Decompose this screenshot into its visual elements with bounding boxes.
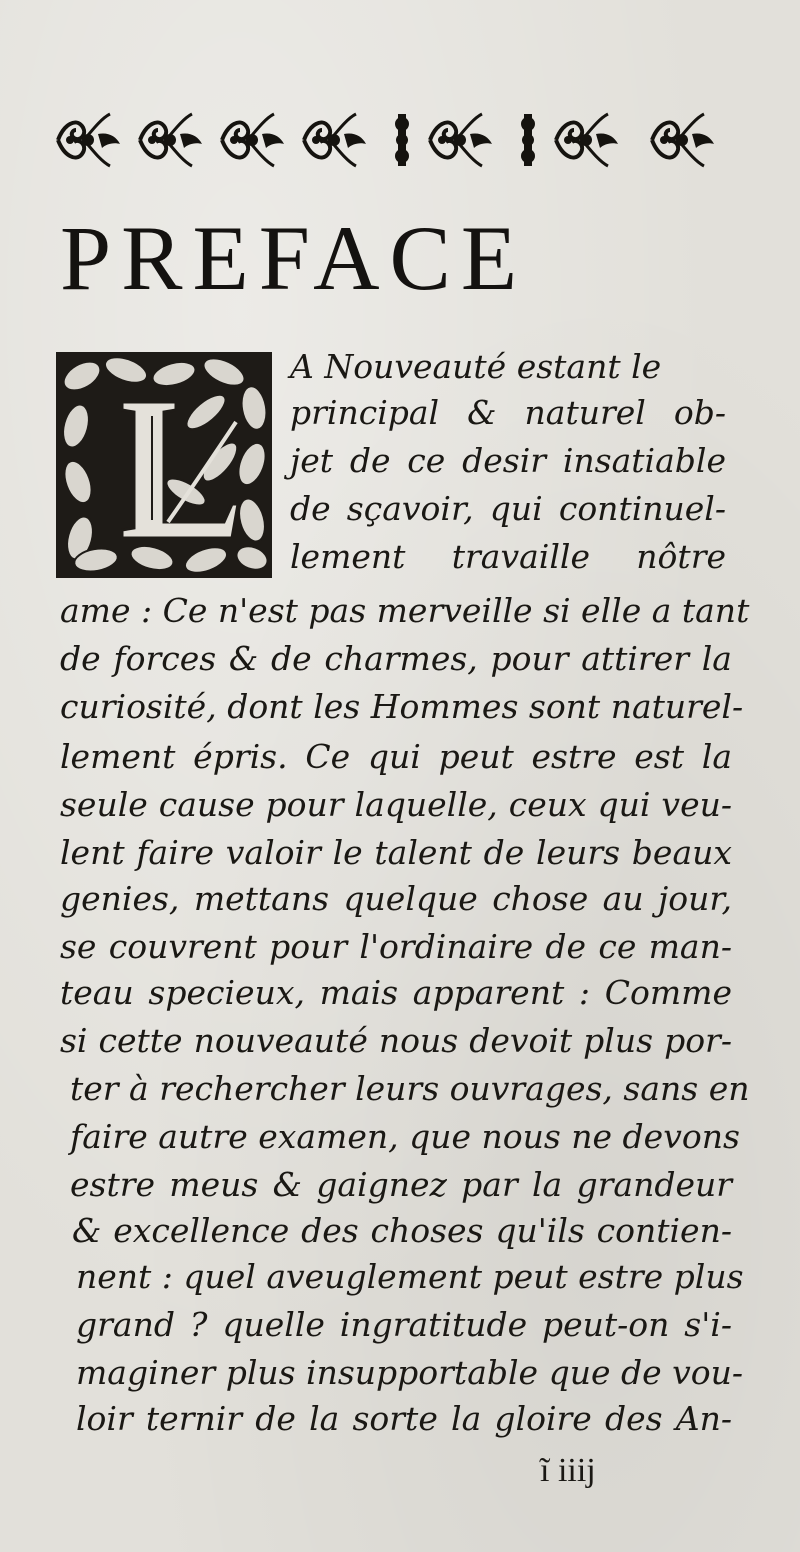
text-line: ame : Ce n'est pas merveille si elle a tant (60, 591, 750, 630)
text-line: lement travaille nôtre (290, 537, 726, 576)
page-title: PREFACE (60, 207, 528, 309)
text-line: faire autre examen, que nous ne devons (70, 1117, 740, 1156)
text-line: lent faire valoir le talent de leurs beaux (60, 833, 732, 872)
text-line: curiosité, dont les Hommes sont naturel- (60, 687, 744, 726)
text-line: se couvrent pour l'ordinaire de ce man- (60, 927, 732, 966)
text-line: jet de ce desir insatiable (290, 441, 726, 480)
text-line: si cette nouveauté nous devoit plus por- (60, 1021, 732, 1060)
text-line: lement épris. Ce qui peut estre est la (60, 737, 732, 776)
text-line: ter à rechercher leurs ouvrages, sans en (70, 1069, 750, 1108)
text-line: grand ? quelle ingratitude peut-on s'i- (76, 1305, 732, 1344)
signature-mark: ĩ iiij (540, 1452, 596, 1489)
text-line: seule cause pour laquelle, ceux qui veu- (60, 785, 732, 824)
text-line: estre meus & gaignez par la grandeur (70, 1165, 732, 1204)
text-line: teau specieux, mais apparent : Comme (60, 973, 732, 1012)
text-line: principal & naturel ob- (290, 393, 726, 432)
text-line: & excellence des choses qu'ils contien- (72, 1211, 732, 1250)
text-line: maginer plus insupportable que de vou- (76, 1353, 744, 1392)
text-line: de forces & de charmes, pour attirer la (60, 639, 732, 678)
text-line: loir ternir de la sorte la gloire des An- (76, 1399, 732, 1438)
foliate-initial-letter (56, 352, 272, 578)
text-line: de sçavoir, qui continuel- (290, 489, 726, 528)
text-line: A Nouveauté estant le (290, 347, 662, 386)
text-line: nent : quel aveuglement peut estre plus (76, 1257, 744, 1296)
fleuron-border-ornament (56, 104, 732, 176)
text-line: genies, mettans quelque chose au jour, (60, 879, 732, 918)
